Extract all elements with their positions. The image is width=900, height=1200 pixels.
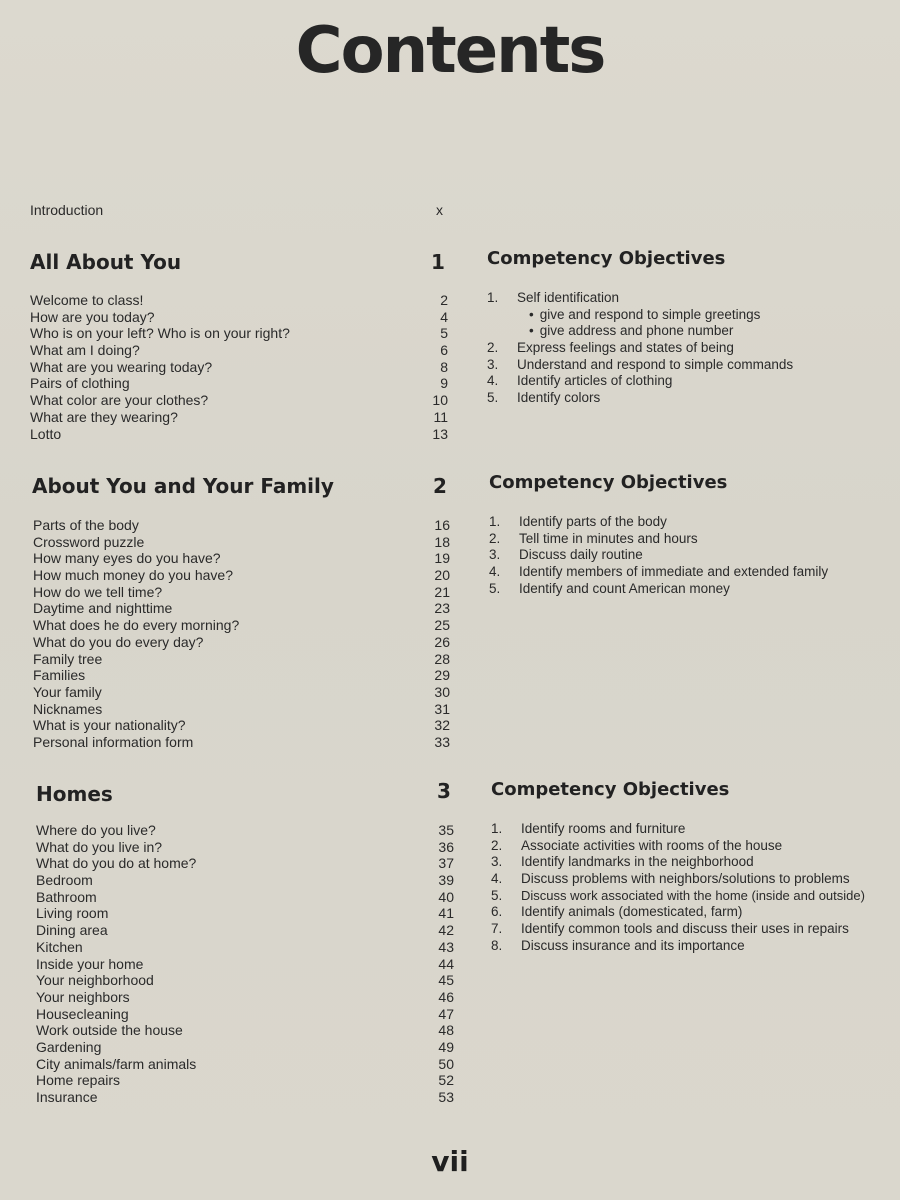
toc-list <box>30 292 448 442</box>
toc-entry-page: 49 <box>438 1038 454 1055</box>
toc-entry-label: Kitchen <box>36 938 83 955</box>
toc-entry-page: 8 <box>440 358 448 375</box>
toc-entry-label: Your neighborhood <box>36 972 154 989</box>
objective-text: Discuss insurance and its importance <box>521 937 745 953</box>
toc-entry-page: 39 <box>438 872 454 889</box>
toc-entry <box>36 855 454 872</box>
objective-item <box>487 340 887 357</box>
toc-entry-label: What do you do every day? <box>33 633 204 650</box>
toc-entry <box>30 309 448 326</box>
toc-entry <box>36 872 454 889</box>
toc-entry-label: Inside your home <box>36 955 144 972</box>
toc-entry <box>30 292 448 309</box>
toc-entry-label: Bathroom <box>36 888 97 905</box>
toc-entry <box>33 684 450 701</box>
section-title: Homes <box>36 782 113 806</box>
objective-number: 1. <box>487 290 499 305</box>
objective-text: Discuss daily routine <box>519 547 643 563</box>
objective-number: 1. <box>489 514 501 529</box>
page-title: Contents <box>295 14 605 88</box>
objective-text: Identify rooms and furniture <box>521 821 686 836</box>
objective-number: 5. <box>487 390 499 406</box>
toc-entry-label: Work outside the house <box>36 1022 183 1039</box>
objective-number: 2. <box>489 530 501 546</box>
objectives-title: Competency Objectives <box>489 472 728 493</box>
toc-entry-page: 44 <box>438 955 454 972</box>
objective-item <box>487 373 887 390</box>
toc-entry <box>36 889 454 906</box>
objective-item <box>491 838 896 855</box>
objective-text: Associate activities with rooms of the house <box>521 837 783 853</box>
objective-item <box>491 904 896 921</box>
objective-item <box>491 938 896 955</box>
objective-text: Identify colors <box>517 390 601 406</box>
objective-text: Identify articles of clothing <box>517 373 673 389</box>
toc-entry <box>33 701 450 718</box>
toc-entry <box>33 617 450 634</box>
section-number: 3 <box>437 779 451 803</box>
toc-entry-label: Living room <box>36 905 109 922</box>
objective-number: 5. <box>489 580 501 596</box>
objective-number: 2. <box>491 837 503 853</box>
objective-item <box>491 888 896 905</box>
toc-entry-label: Gardening <box>36 1038 102 1055</box>
objectives-list <box>487 290 887 407</box>
objective-number: 4. <box>489 564 501 580</box>
objective-item <box>489 581 889 598</box>
objective-number: 8. <box>491 937 503 953</box>
toc-entry-page: 46 <box>438 988 454 1005</box>
toc-entry <box>33 717 450 734</box>
objective-text: • give and respond to simple greetings <box>529 307 760 324</box>
intro-entry <box>30 202 450 218</box>
toc-entry-page: 10 <box>432 392 448 409</box>
toc-entry-page: 33 <box>434 733 450 750</box>
toc-entry-page: 5 <box>440 325 448 342</box>
section-number: 1 <box>431 250 445 274</box>
objective-item <box>487 357 887 374</box>
toc-entry-page: 37 <box>438 855 454 872</box>
objectives-title: Competency Objectives <box>491 779 730 800</box>
objective-subitem <box>487 307 887 324</box>
toc-entry <box>30 325 448 342</box>
toc-entry-label: What color are your clothes? <box>30 392 209 409</box>
objective-item <box>491 871 896 888</box>
toc-entry <box>33 667 450 684</box>
toc-entry <box>36 972 454 989</box>
objective-number: 1. <box>491 821 503 836</box>
toc-entry-page: 41 <box>438 905 454 922</box>
toc-entry <box>36 1056 454 1073</box>
toc-entry-label: Parts of the body <box>33 517 139 533</box>
toc-entry-page: 13 <box>432 425 448 442</box>
toc-entry-label: City animals/farm animals <box>36 1055 197 1072</box>
toc-entry-label: What does he do every morning? <box>33 617 240 634</box>
toc-entry <box>30 392 448 409</box>
objective-text: Identify common tools and discuss their uses in repairs <box>521 921 849 937</box>
toc-entry-label: How are you today? <box>30 308 155 325</box>
toc-entry-page: 43 <box>438 938 454 955</box>
toc-entry-page: 16 <box>434 517 450 533</box>
toc-entry-page: 2 <box>440 292 448 308</box>
objective-item <box>489 514 889 531</box>
objectives-list <box>491 821 896 955</box>
toc-entry-label: Families <box>33 667 86 684</box>
toc-entry-label: What is your nationality? <box>33 717 186 734</box>
toc-entry-page: 30 <box>434 683 450 700</box>
objective-text: Understand and respond to simple commands <box>517 356 794 372</box>
toc-entry-label: What do you do at home? <box>36 855 197 872</box>
objective-number: 6. <box>491 904 503 920</box>
toc-entry <box>33 567 450 584</box>
toc-entry-page: 36 <box>438 838 454 855</box>
toc-entry <box>30 375 448 392</box>
objective-item <box>491 921 896 938</box>
objective-text: Identify members of immediate and extended family <box>519 564 829 580</box>
toc-entry-label: Who is on your left? Who is on your right? <box>30 325 290 342</box>
toc-entry-page: 47 <box>438 1005 454 1022</box>
toc-entry-label: Bedroom <box>36 872 93 889</box>
toc-entry-label: Personal information form <box>33 733 194 750</box>
toc-entry <box>33 600 450 617</box>
toc-entry-page: 29 <box>434 667 450 684</box>
toc-entry-page: 53 <box>438 1089 454 1105</box>
toc-entry-label: Crossword puzzle <box>33 533 145 550</box>
toc-entry-label: Lotto <box>30 425 62 442</box>
toc-entry-page: 42 <box>438 922 454 939</box>
objective-number: 3. <box>491 854 503 870</box>
toc-entry-page: 28 <box>434 650 450 667</box>
toc-entry-page: 21 <box>434 583 450 600</box>
toc-entry <box>33 584 450 601</box>
toc-list <box>33 517 450 751</box>
objective-item <box>491 854 896 871</box>
toc-entry-page: 11 <box>433 408 448 425</box>
toc-entry-label: Family tree <box>33 650 103 667</box>
toc-entry <box>36 1039 454 1056</box>
toc-entry-label: What do you live in? <box>36 838 163 855</box>
intro-label: Introduction <box>30 202 104 218</box>
toc-entry <box>36 939 454 956</box>
toc-entry <box>33 634 450 651</box>
objective-text: Identify and count American money <box>519 580 730 596</box>
toc-entry-label: Welcome to class! <box>30 292 144 308</box>
objective-text: Discuss work associated with the home (inside and outside) <box>521 887 865 903</box>
toc-entry-page: 32 <box>434 717 450 734</box>
toc-entry <box>36 822 454 839</box>
objective-text: • give address and phone number <box>529 323 733 340</box>
objective-number: 5. <box>491 887 503 903</box>
toc-entry <box>30 409 448 426</box>
toc-entry-page: 18 <box>434 533 450 550</box>
toc-entry-label: Housecleaning <box>36 1005 129 1022</box>
toc-entry-label: How do we tell time? <box>33 583 163 600</box>
toc-entry <box>36 839 454 856</box>
toc-entry-page: 45 <box>438 972 454 989</box>
toc-entry-page: 26 <box>434 633 450 650</box>
objective-text: Identify landmarks in the neighborhood <box>521 854 754 870</box>
objective-item <box>489 564 889 581</box>
objective-number: 2. <box>487 340 499 356</box>
toc-entry-label: Daytime and nighttime <box>33 600 173 617</box>
objective-text: Tell time in minutes and hours <box>519 530 698 546</box>
toc-entry <box>36 1089 454 1106</box>
toc-entry-label: What are you wearing today? <box>30 358 213 375</box>
toc-entry <box>30 342 448 359</box>
toc-entry <box>36 1022 454 1039</box>
toc-entry <box>30 426 448 443</box>
toc-entry-page: 48 <box>438 1022 454 1039</box>
toc-entry <box>36 905 454 922</box>
toc-entry-label: Insurance <box>36 1089 98 1105</box>
objective-item <box>487 290 887 307</box>
objective-item <box>489 531 889 548</box>
toc-entry <box>33 734 450 751</box>
objective-item <box>491 821 896 838</box>
toc-entry <box>36 1072 454 1089</box>
objective-text: Identify parts of the body <box>519 514 667 529</box>
section-number: 2 <box>433 474 447 498</box>
objective-text: Express feelings and states of being <box>517 340 734 356</box>
toc-entry-page: 50 <box>438 1055 454 1072</box>
toc-entry-label: Dining area <box>36 922 108 939</box>
objective-subitem <box>487 323 887 340</box>
toc-entry <box>36 1006 454 1023</box>
section-title: About You and Your Family <box>32 474 334 498</box>
objective-text: Discuss problems with neighbors/solutions to problems <box>521 871 850 887</box>
toc-entry <box>36 956 454 973</box>
toc-entry-page: 52 <box>438 1072 454 1089</box>
toc-entry-label: What am I doing? <box>30 342 140 359</box>
objective-number: 7. <box>491 921 503 937</box>
objective-text: Identify animals (domesticated, farm) <box>521 904 743 920</box>
toc-entry <box>30 359 448 376</box>
page-number: vii <box>431 1145 469 1178</box>
toc-entry-page: 23 <box>434 600 450 617</box>
toc-entry-label: Pairs of clothing <box>30 375 130 392</box>
objective-text: Self identification <box>517 290 620 305</box>
toc-entry-label: Where do you live? <box>36 822 156 838</box>
toc-entry <box>33 534 450 551</box>
toc-entry-page: 31 <box>434 700 450 717</box>
intro-page: x <box>436 202 443 218</box>
objective-item <box>487 390 887 407</box>
toc-entry <box>33 550 450 567</box>
objective-number: 3. <box>489 547 501 563</box>
toc-entry-label: Nicknames <box>33 700 103 717</box>
objectives-list <box>489 514 889 597</box>
toc-entry <box>33 651 450 668</box>
toc-entry <box>36 922 454 939</box>
toc-entry-page: 19 <box>434 550 450 567</box>
objective-number: 4. <box>491 871 503 887</box>
toc-entry <box>36 989 454 1006</box>
objective-item <box>489 547 889 564</box>
toc-entry-label: Your family <box>33 683 102 700</box>
toc-entry-page: 6 <box>440 342 448 359</box>
toc-entry-page: 25 <box>434 617 450 634</box>
toc-entry-page: 35 <box>438 822 454 838</box>
toc-entry-label: Home repairs <box>36 1072 121 1089</box>
toc-entry-label: How much money do you have? <box>33 567 233 584</box>
toc-entry <box>33 517 450 534</box>
toc-entry-label: How many eyes do you have? <box>33 550 221 567</box>
toc-entry-label: Your neighbors <box>36 988 130 1005</box>
toc-entry-page: 20 <box>434 567 450 584</box>
toc-entry-page: 40 <box>438 888 454 905</box>
toc-entry-page: 9 <box>440 375 448 392</box>
toc-list <box>36 822 454 1106</box>
toc-entry-page: 4 <box>440 308 448 325</box>
objective-number: 4. <box>487 373 499 389</box>
toc-entry-label: What are they wearing? <box>30 408 178 425</box>
objectives-title: Competency Objectives <box>487 248 726 269</box>
section-title: All About You <box>30 250 182 274</box>
objective-number: 3. <box>487 356 499 372</box>
